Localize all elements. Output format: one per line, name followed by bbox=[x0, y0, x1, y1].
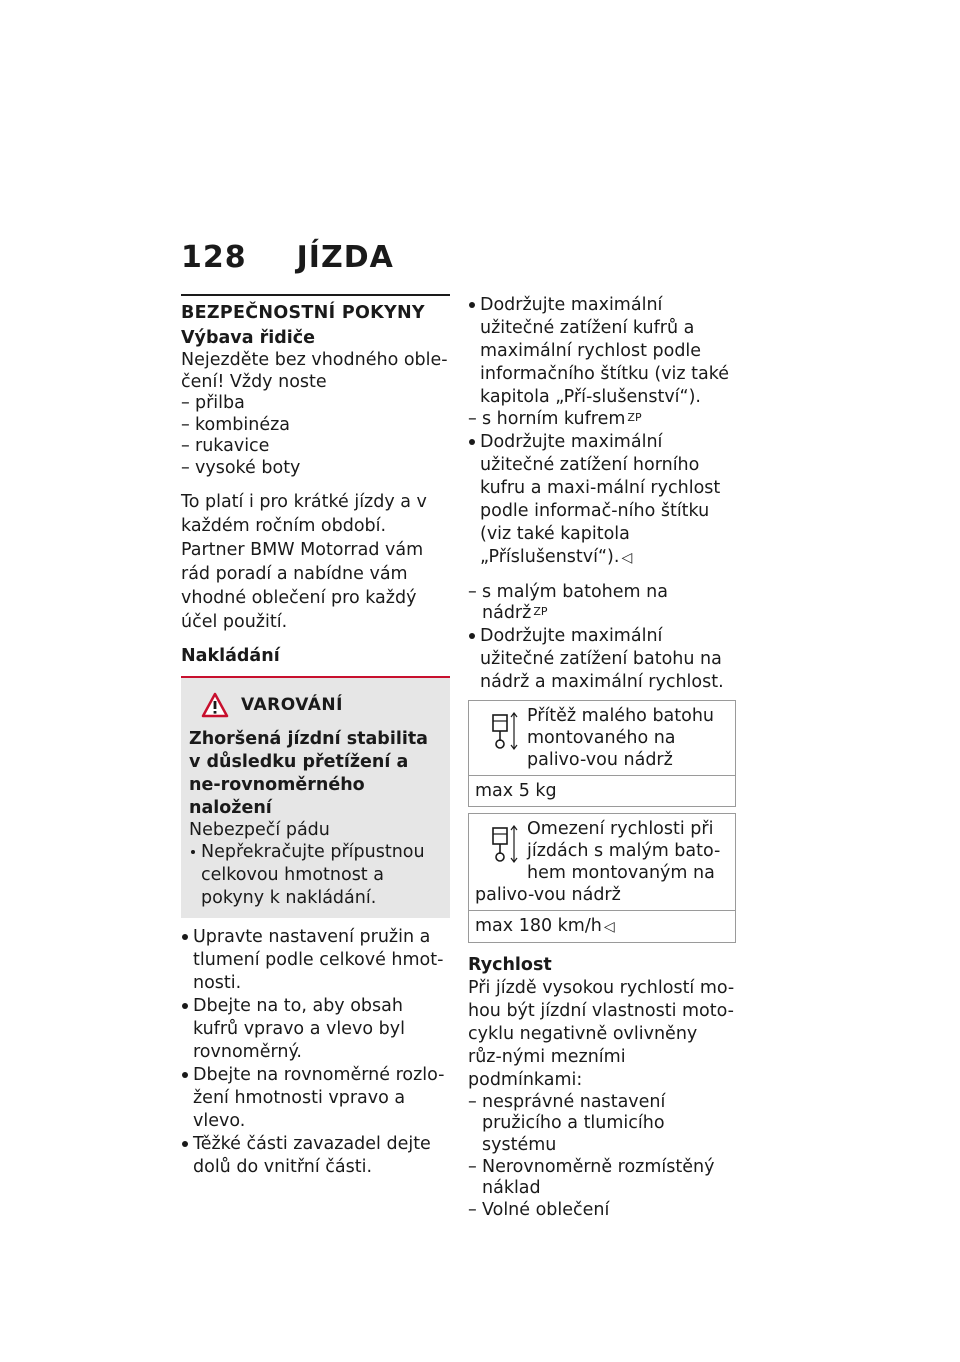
speed-item: – Nerovnoměrně rozmístěný náklad bbox=[468, 1157, 736, 1200]
equipment-item: – kombinéza bbox=[181, 415, 450, 437]
spec-label bbox=[469, 814, 735, 910]
section-rule bbox=[181, 294, 450, 296]
loading-bullets bbox=[181, 926, 450, 1179]
speed-title: Rychlost bbox=[468, 954, 552, 975]
speed-paragraph: Při jízdě vysokou rychlostí mo-hou být jízdní vlastnosti moto-cyklu negativně ovlivněny růz-nými mezními podmínkami: bbox=[468, 977, 735, 1090]
warning-box bbox=[181, 676, 450, 919]
list-item bbox=[468, 431, 736, 570]
warning-triangle-icon bbox=[201, 692, 229, 718]
equipment-item: – přilba bbox=[181, 393, 450, 415]
warning-danger: Nebezpečí pádu bbox=[189, 819, 330, 840]
top-case-item bbox=[468, 409, 736, 431]
top-case-label: s horním kufrem bbox=[482, 409, 626, 429]
top-case-sup: ZP bbox=[627, 411, 642, 424]
warning-heading: Zhoršená jízdní stabilita v důsledku přetížení a ne-rovnoměrného naložení bbox=[189, 728, 428, 818]
loading-title: Nakládání bbox=[181, 645, 280, 666]
list-item: Dodržujte maximální užitečné zatížení kufrů a maximální rychlost podle informačního štítku (viz také kapitola „Pří-slušenství“). bbox=[468, 294, 736, 409]
equipment-item: – rukavice bbox=[181, 436, 450, 458]
list-item: Dbejte na to, aby obsah kufrů vpravo a vlevo byl rovnoměrný. bbox=[181, 995, 450, 1064]
bullet-2-text: Dodržujte maximální užitečné zatížení horního kufru a maxi-mální rychlost podle informač-ního štítku (viz také kapitola „Příslušenství“). bbox=[480, 431, 721, 567]
tank-bag-label: s malým batohem na nádrž bbox=[482, 581, 668, 624]
page-number: 128 bbox=[181, 240, 247, 275]
right-column bbox=[468, 294, 736, 1221]
equipment-item: – vysoké boty bbox=[181, 458, 450, 480]
list-item: Upravte nastavení pružin a tlumení podle celkové hmot-nosti. bbox=[181, 926, 450, 995]
spec-label bbox=[469, 701, 735, 775]
fuel-tank-bag-icon bbox=[483, 822, 519, 866]
chapter-title: JÍZDA bbox=[296, 240, 394, 275]
spec-value bbox=[469, 910, 735, 942]
spec-value-text: max 180 km/h bbox=[475, 915, 602, 936]
spec-label-text: Omezení rychlosti při jízdách s malým bato-hem montovaným na palivo-vou nádrž bbox=[475, 818, 721, 905]
list-item: Těžké části zavazadel dejte dolů do vnitřní části. bbox=[181, 1133, 450, 1179]
left-column bbox=[181, 294, 450, 1179]
end-mark-icon: ◁ bbox=[603, 918, 615, 935]
list-item: Dodržujte maximální užitečné zatížení batohu na nádrž a maximální rychlost. bbox=[468, 625, 736, 694]
speed-item: – nesprávné nastavení pružicího a tlumicího systému bbox=[468, 1092, 736, 1157]
speed-item: – Volné oblečení bbox=[468, 1200, 736, 1222]
tank-bag-item bbox=[468, 582, 736, 625]
page-header bbox=[181, 240, 394, 280]
section-title: BEZPEČNOSTNÍ POKYNY bbox=[181, 303, 425, 323]
spec-table-load bbox=[468, 700, 736, 807]
spec-value: max 5 kg bbox=[469, 775, 735, 806]
spec-label-text: Přítěž malého batohu montovaného na palivo-vou nádrž bbox=[527, 705, 715, 770]
fuel-tank-bag-icon bbox=[483, 709, 519, 753]
tank-bag-sup: ZP bbox=[533, 605, 548, 619]
spec-table-speed bbox=[468, 813, 736, 943]
list-item: Dbejte na rovnoměrné rozlo-žení hmotnosti vpravo a vlevo. bbox=[181, 1064, 450, 1133]
warning-label: VAROVÁNÍ bbox=[241, 694, 343, 715]
end-mark-icon: ◁ bbox=[621, 549, 633, 566]
warning-bullet: Nepřekračujte přípustnou celkovou hmotnost a pokyny k nakládání. bbox=[189, 841, 442, 910]
warning-header bbox=[201, 688, 442, 722]
equipment-intro: Nejezděte bez vhodného oble-čení! Vždy noste bbox=[181, 350, 448, 392]
equipment-title: Výbava řidiče bbox=[181, 328, 315, 348]
equipment-paragraph: To platí i pro krátké jízdy a v každém ročním období. Partner BMW Motorrad vám rád poradí a nabídne vám vhodné oblečení pro každý účel použití. bbox=[181, 491, 427, 632]
